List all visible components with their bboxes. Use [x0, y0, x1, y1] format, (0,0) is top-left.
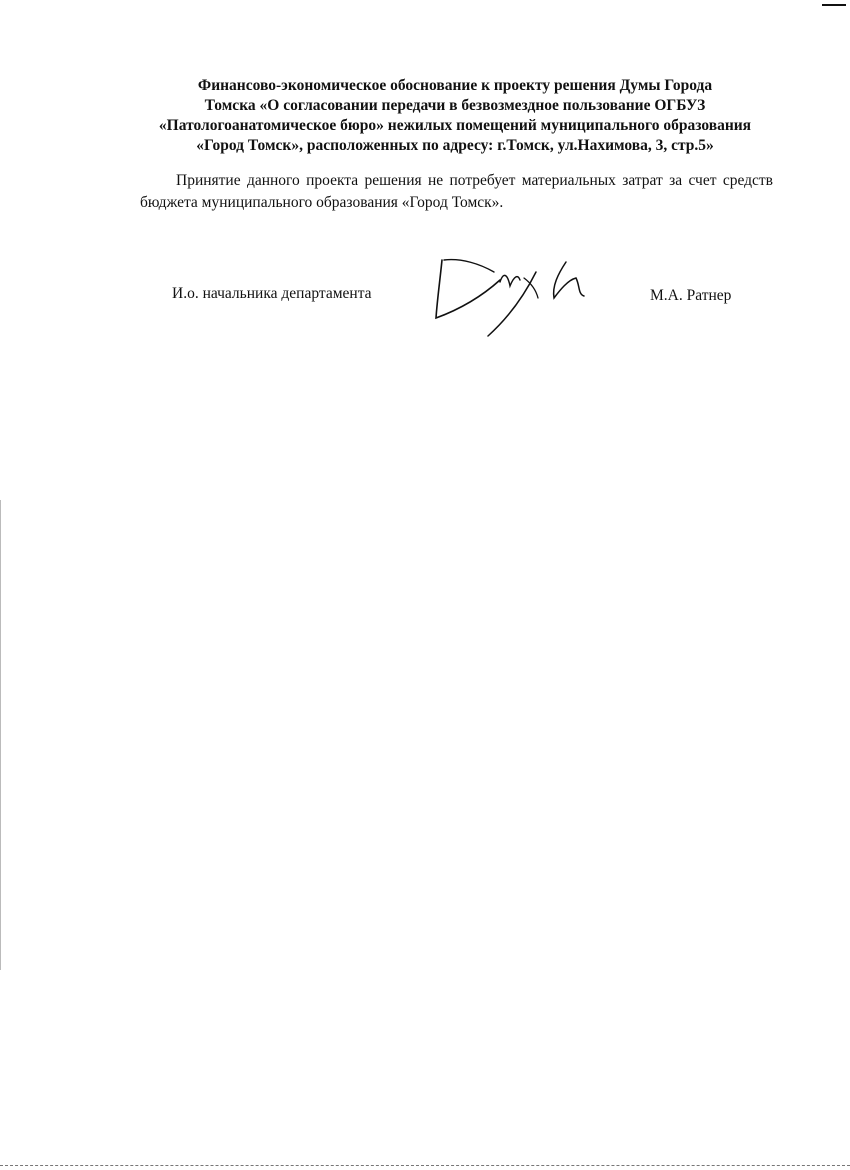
title-line: Финансово-экономическое обоснование к проекту решения Думы Города: [197, 77, 713, 94]
title-line: «Город Томск», расположенных по адресу: г.Томск, ул.Нахимова, 3, стр.5»: [196, 137, 714, 154]
body-paragraph: Принятие данного проекта решения не потребует материальных затрат за счет средств бюджета муниципального образования «Город Томск».: [140, 172, 773, 211]
scan-bottom-edge: [0, 1165, 850, 1166]
handwritten-signature: [428, 250, 598, 340]
title-line: «Патологоанатомическое бюро» нежилых помещений муниципального образования: [158, 117, 752, 134]
scan-corner-mark: [822, 4, 846, 6]
document-title: [120, 76, 790, 156]
title-line: Томска «О согласовании передачи в безвозмездное пользование ОГБУЗ: [204, 97, 706, 114]
signer-position: И.о. начальника департамента: [172, 285, 372, 302]
scan-edge-line: [0, 500, 1, 970]
signer-name: М.А. Ратнер: [650, 287, 732, 304]
